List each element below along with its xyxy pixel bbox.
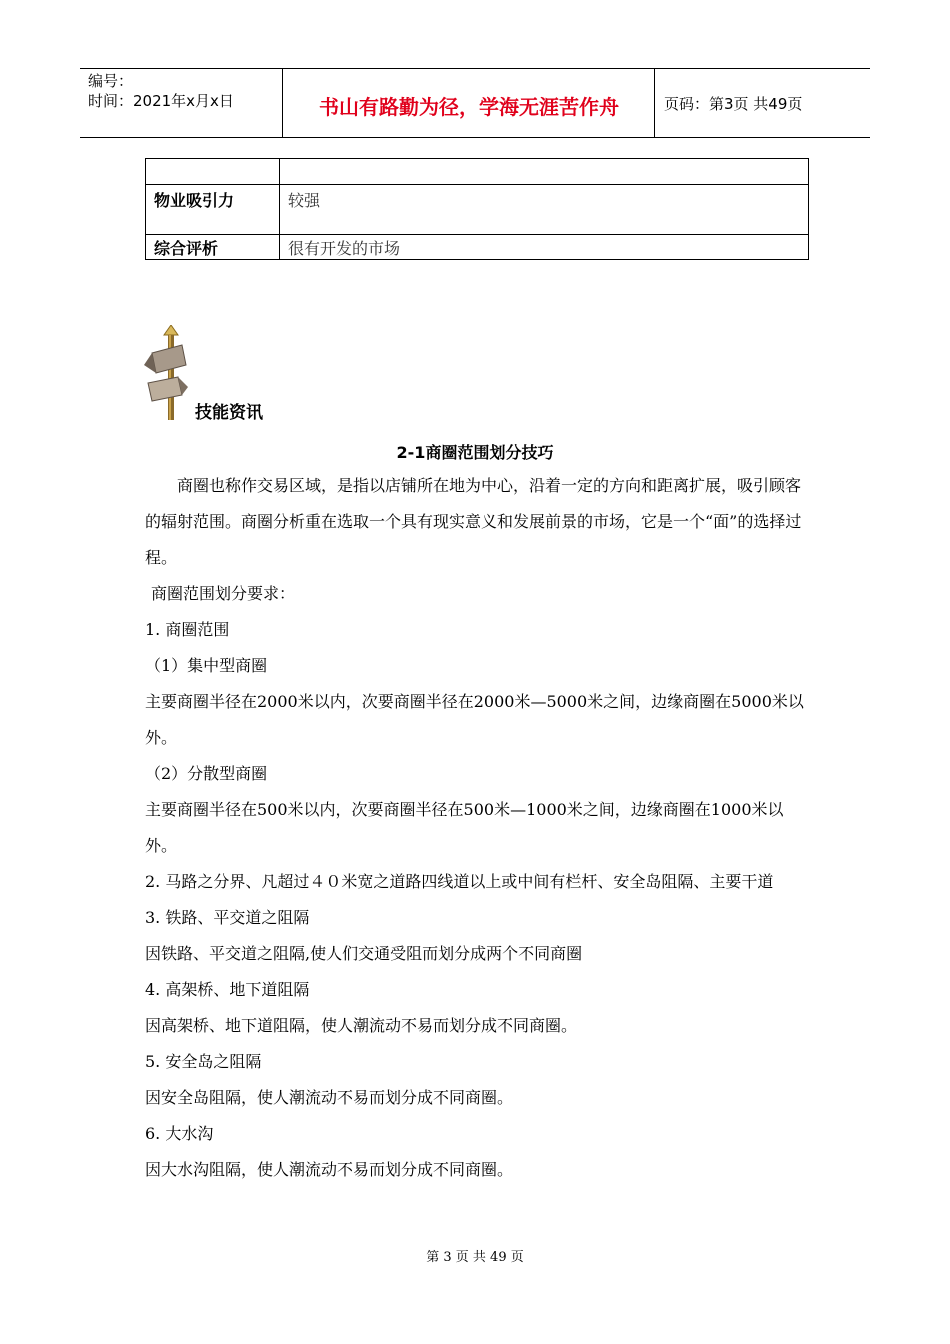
header-divider [654,69,655,137]
list-heading: 2. 马路之分界、凡超过４０米宽之道路四线道以上或中间有栏杆、安全岛阻隔、主要干道 [145,872,774,891]
section-title: 2-1商圈范围划分技巧 [396,443,554,462]
table-value-cell: 很有开发的市场 [280,235,809,260]
paragraph: 因大水沟阻隔，使人潮流动不易而划分成不同商圈。 [145,1160,514,1179]
page-header [80,68,870,138]
paragraph: 因铁路、平交道之阻隔,使人们交通受阻而划分成两个不同商圈 [145,944,583,963]
header-page-info: 页码：第3页 共49页 [664,95,803,113]
list-heading: 5. 安全岛之阻隔 [145,1052,262,1071]
list-heading: 3. 铁路、平交道之阻隔 [145,908,310,927]
table-row [146,235,809,260]
header-time: 时间：2021年x月x日 [88,92,234,110]
list-heading: 1. 商圈范围 [145,620,230,639]
table-key-cell: 物业吸引力 [146,185,280,235]
list-subheading: （2）分散型商圈 [145,764,268,783]
property-table [145,158,809,260]
body-text [145,468,810,1188]
table-row [146,185,809,235]
list-heading: 4. 高架桥、地下道阻隔 [145,980,310,999]
table-key-cell: 综合评析 [146,235,280,260]
list-subheading: （1）集中型商圈 [145,656,268,675]
header-divider [282,69,283,137]
table-row [146,159,809,185]
page-footer: 第 3 页 共 49 页 [426,1250,524,1265]
header-motto: 书山有路勤为径，学海无涯苦作舟 [319,95,619,119]
table-key-cell [146,159,280,185]
list-heading: 6. 大水沟 [145,1124,214,1143]
paragraph: 商圈也称作交易区域，是指以店铺所在地为中心，沿着一定的方向和距离扩展，吸引顾客的辐射范围。商圈分析重在选取一个具有现实意义和发展前景的市场，它是一个“面”的选择过程。 [145,476,802,567]
paragraph: 因安全岛阻隔，使人潮流动不易而划分成不同商圈。 [145,1088,514,1107]
header-meta [88,71,234,111]
skill-heading: 技能资讯 [195,403,263,423]
paragraph: 主要商圈半径在500米以内，次要商圈半径在500米—1000米之间，边缘商圈在1000米以外。 [145,800,784,855]
table-value-cell [280,159,809,185]
signpost-icon [142,325,192,424]
header-number: 编号： [88,72,134,90]
paragraph: 主要商圈半径在2000米以内，次要商圈半径在2000米—5000米之间，边缘商圈在5000米以外。 [145,692,804,747]
paragraph: 因高架桥、地下道阻隔，使人潮流动不易而划分成不同商圈。 [145,1016,578,1035]
paragraph: 商圈范围划分要求： [151,584,296,603]
table-value-cell: 较强 [280,185,809,235]
